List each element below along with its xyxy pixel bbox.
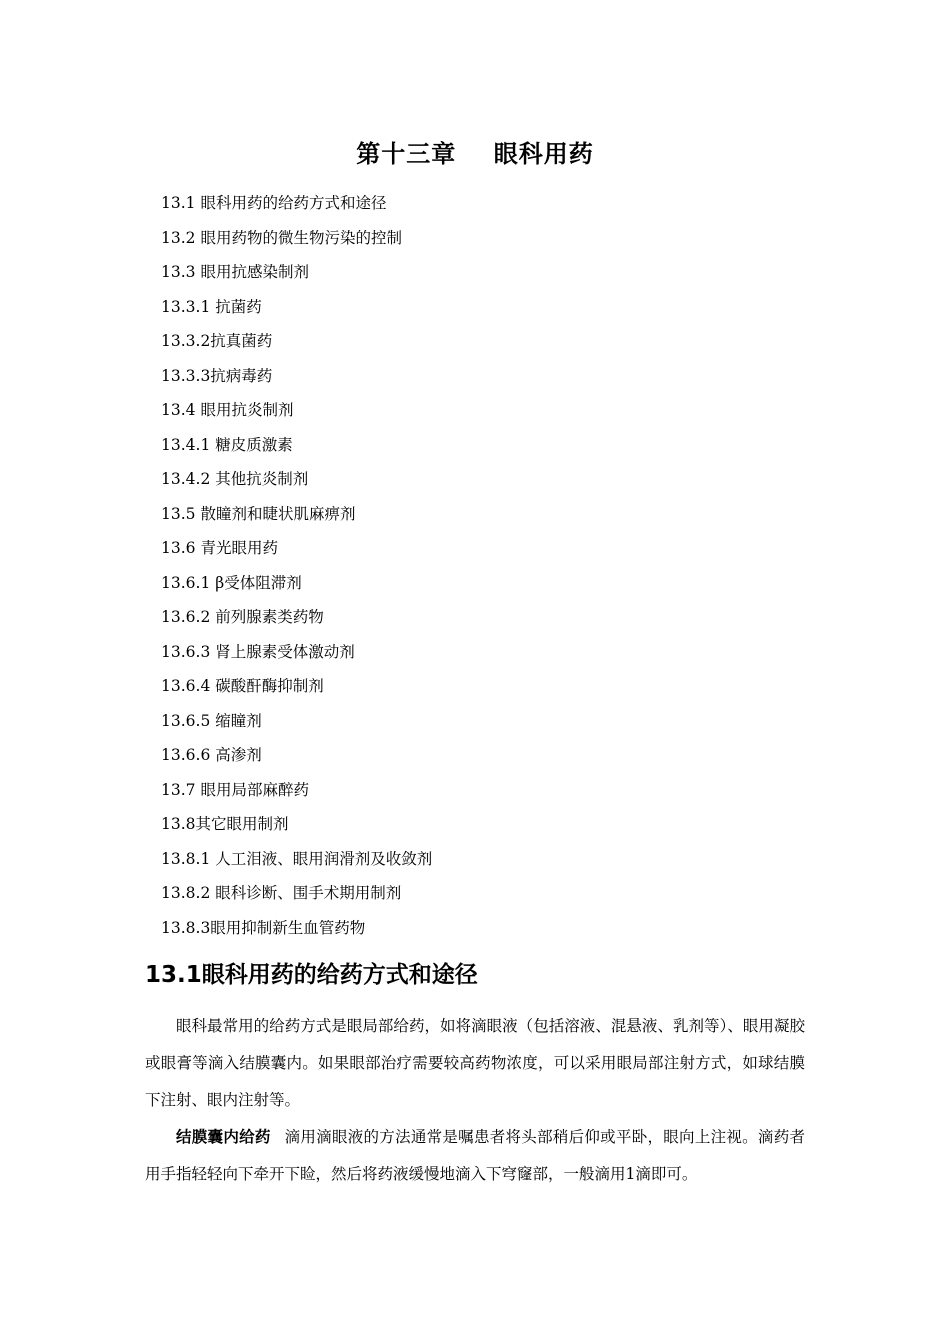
toc-item: 13.5 散瞳剂和睫状肌麻痹剂: [161, 504, 356, 523]
toc-item: 13.1 眼科用药的给药方式和途径: [161, 194, 387, 212]
section-heading: 13.1眼科用药的给药方式和途径: [145, 962, 478, 988]
body-paragraph: 眼科最常用的给药方式是眼局部给药，如将滴眼液（包括溶液、混悬液、乳剂等）、眼用凝胶或眼膏等滴入结膜囊内。如果眼部治疗需要较高药物浓度，可以采用眼局部注射方式，如球结膜下注射、眼内注射等。: [145, 1017, 805, 1109]
toc-item: 13.3 眼用抗感染制剂: [161, 263, 309, 281]
toc-item: 13.6.3 肾上腺素受体激动剂: [161, 642, 355, 661]
toc-item: 13.4.1 糖皮质激素: [161, 435, 293, 454]
toc-item: 13.3.3抗病毒药: [161, 366, 273, 385]
toc-item: 13.2 眼用药物的微生物污染的控制: [161, 228, 402, 247]
toc-item: 13.4.2 其他抗炎制剂: [161, 470, 309, 488]
toc-item: 13.6.6 高渗剂: [161, 746, 262, 764]
toc-item: 13.8.3眼用抑制新生血管药物: [161, 918, 366, 937]
chapter-title: 第十三章 眼科用药: [356, 140, 594, 168]
toc-item: 13.8.2 眼科诊断、围手术期用制剂: [161, 884, 402, 902]
table-of-contents: [161, 186, 432, 945]
toc-item: 13.8.1 人工泪液、眼用润滑剂及收敛剂: [161, 849, 433, 868]
toc-item: 13.3.1 抗菌药: [161, 297, 262, 316]
toc-item: 13.6.1 β受体阻滞剂: [161, 573, 302, 592]
toc-item: 13.7 眼用局部麻醉药: [161, 780, 309, 799]
body-paragraph: [145, 1119, 805, 1193]
paragraph-text: 滴用滴眼液的方法通常是嘱患者将头部稍后仰或平卧，眼向上注视。滴药者用手指轻轻向下牵开下睑，然后将药液缓慢地滴入下穹窿部，一般滴用1滴即可。: [145, 1128, 805, 1183]
toc-item: 13.4 眼用抗炎制剂: [161, 401, 294, 419]
toc-item: 13.6.5 缩瞳剂: [161, 711, 262, 730]
toc-item: 13.8其它眼用制剂: [161, 815, 289, 833]
toc-item: 13.6.2 前列腺素类药物: [161, 608, 324, 626]
paragraph-term: 结膜囊内给药: [176, 1128, 271, 1146]
toc-item: 13.6 青光眼用药: [161, 539, 278, 557]
toc-item: 13.3.2抗真菌药: [161, 332, 273, 350]
toc-item: 13.6.4 碳酸酐酶抑制剂: [161, 677, 324, 695]
